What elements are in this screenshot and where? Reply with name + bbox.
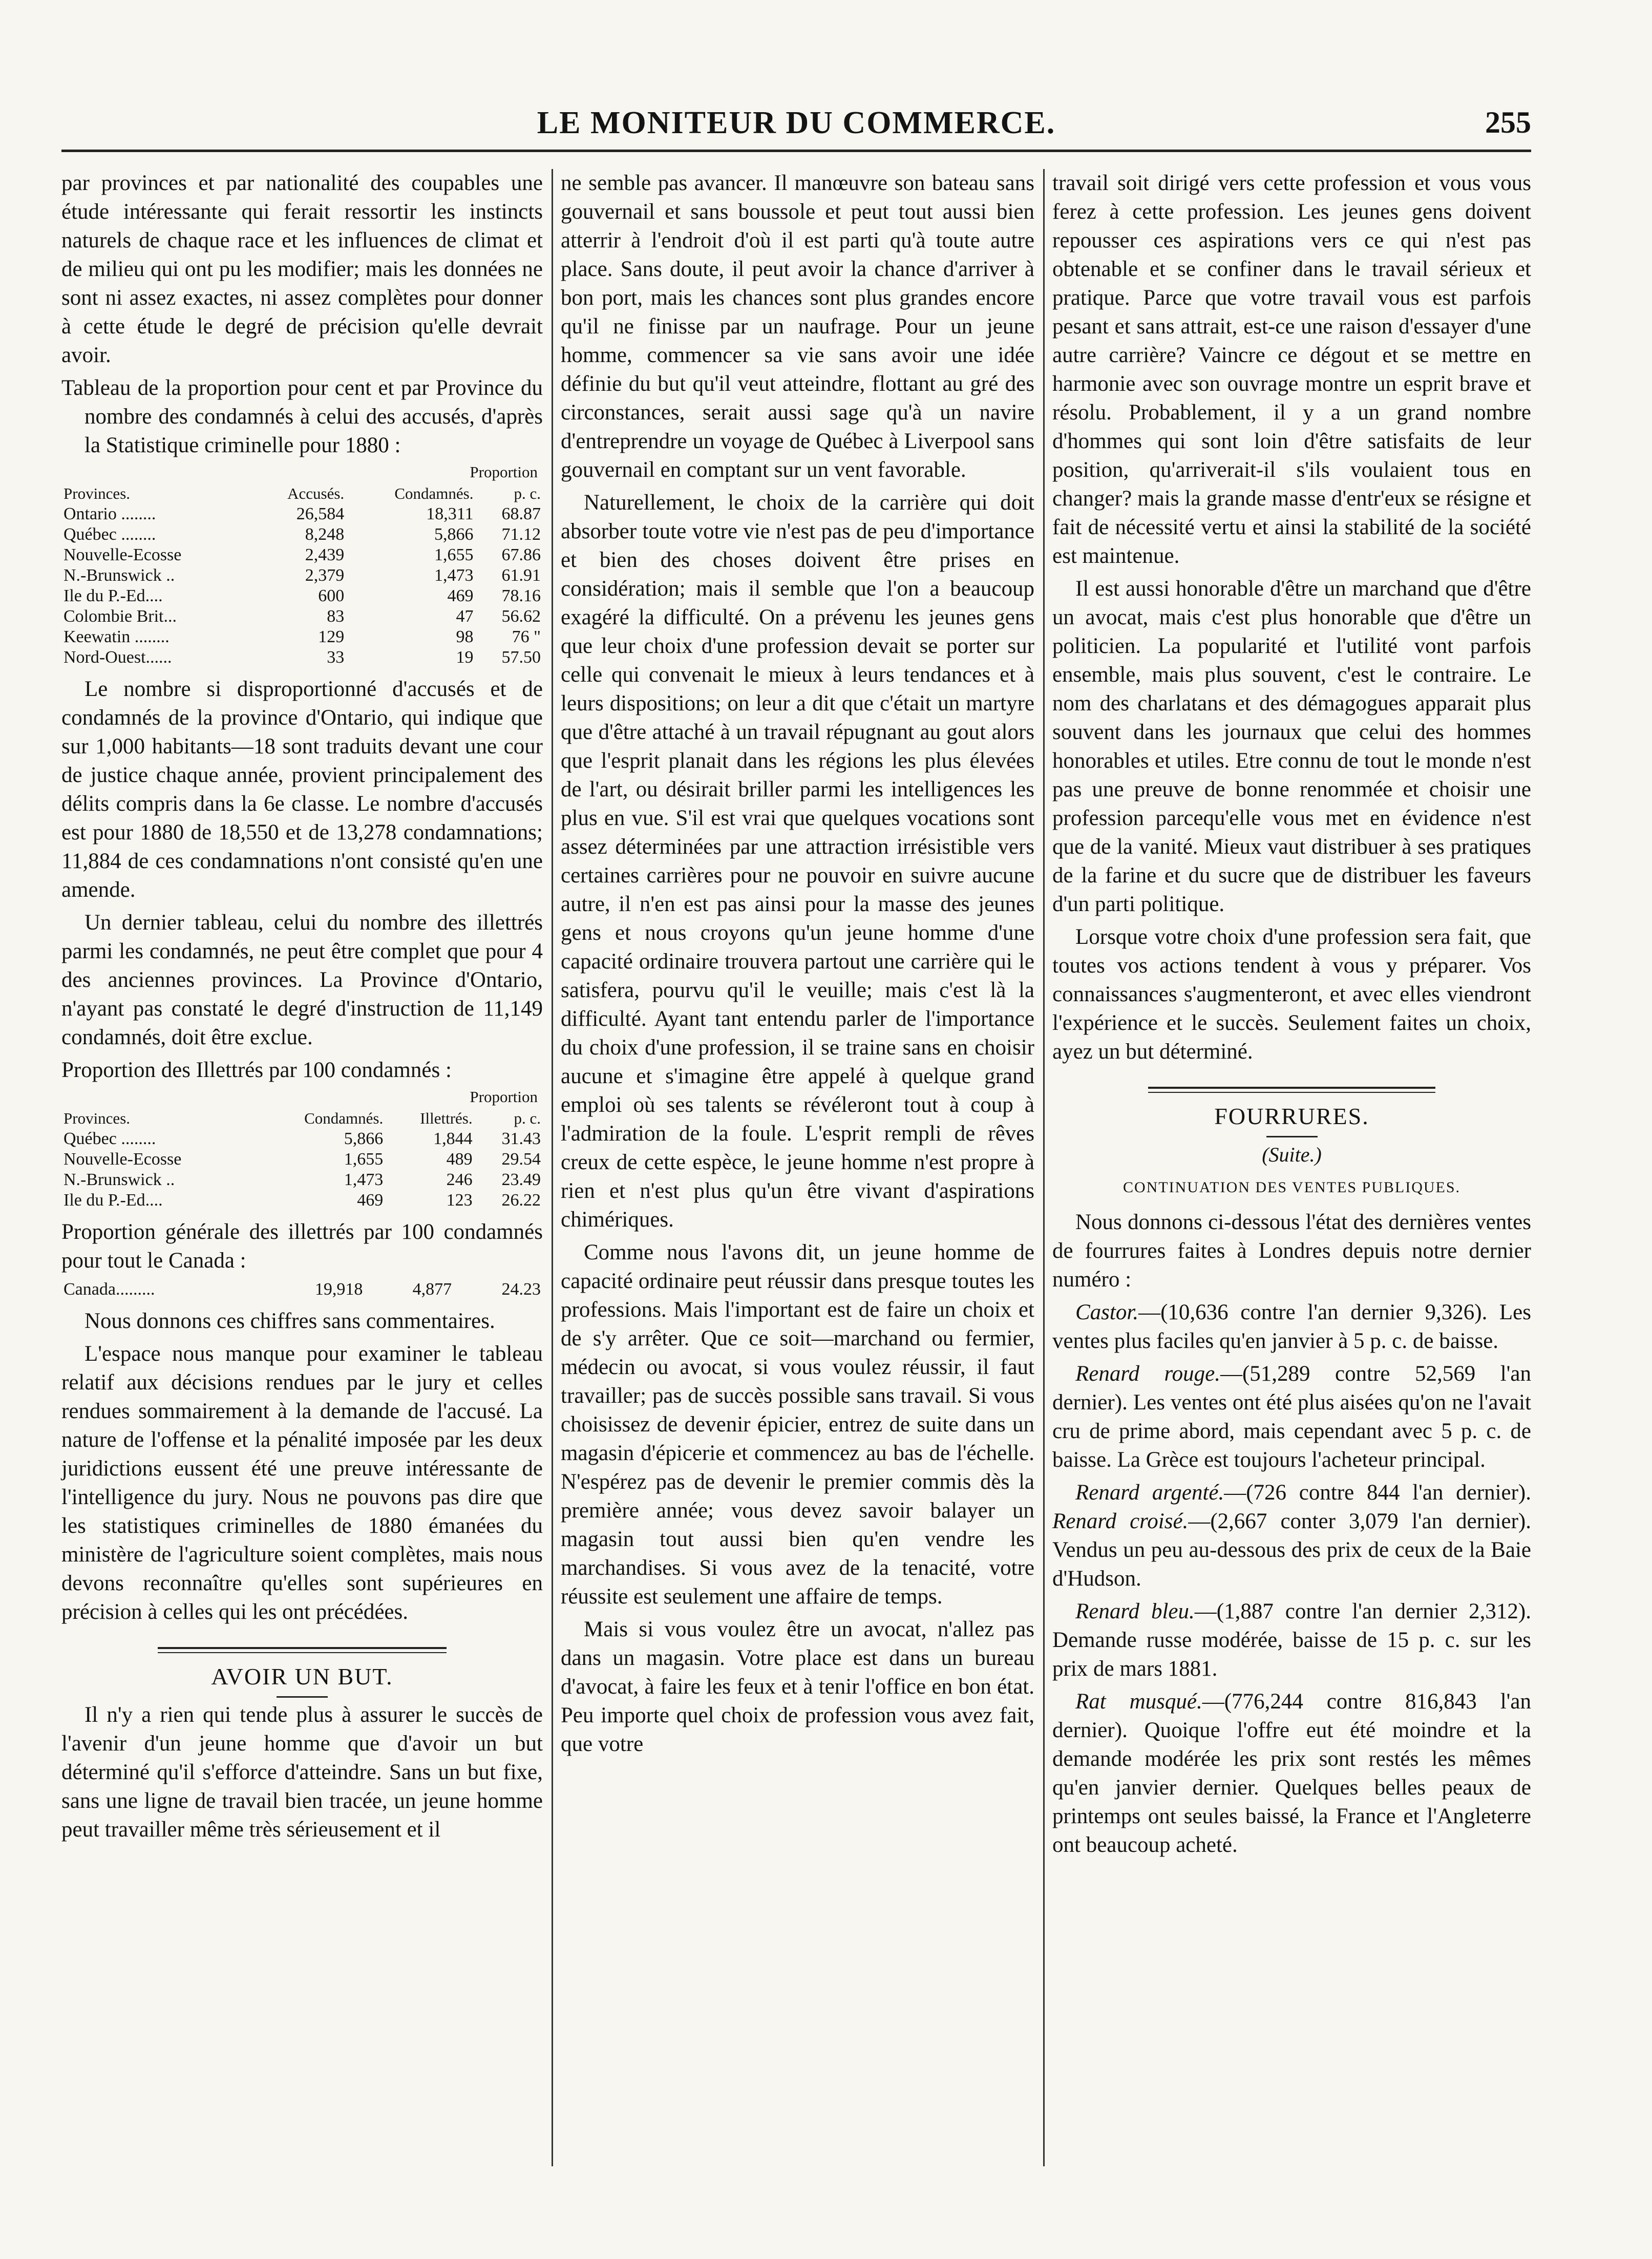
newspaper-title: LE MONITEUR DU COMMERCE. [537, 105, 1056, 140]
column-3 [1052, 169, 1531, 1864]
table-row [61, 545, 543, 565]
cell: 61.91 [501, 566, 541, 585]
section-rule [158, 1647, 447, 1653]
cell: 469 [447, 586, 474, 605]
section-rule [1148, 1087, 1435, 1093]
fur-name: Renard rouge. [1075, 1362, 1220, 1386]
table-row [61, 524, 543, 545]
cell: 83 [327, 607, 345, 626]
fur-text: —(726 contre 844 l'an dernier). [1224, 1481, 1531, 1505]
cell: 18,311 [426, 504, 474, 523]
fur-text: —(776,244 contre 816,843 l'an dernier). Quoique l'offre eut été moindre et la demande modérée les prix sont restés les mêmes qu'en janvier dernier. Quelques belles peaux de printemps ont seules baissé, la France et l'Angleterre ont beaucoup acheté. [1052, 1690, 1531, 1857]
cell: Colombie Brit... [63, 607, 177, 626]
section-caption: CONTINUATION DES VENTES PUBLIQUES. [1122, 1179, 1461, 1196]
short-rule [1266, 1136, 1318, 1137]
cell: 26,584 [296, 504, 345, 523]
canada-total-table [61, 1279, 543, 1300]
table-row [61, 1279, 543, 1300]
paragraph: Nous donnons ces chiffres sans commentaires. [84, 1309, 495, 1333]
cell: 19 [456, 648, 474, 667]
header-rule [61, 150, 1531, 152]
table-row [61, 647, 543, 668]
paragraph: Naturellement, le choix de la carrière qui doit absorber toute votre vie n'est pas de peu d'importance et bien des choses doivent être prises en considération; mais il semble que l'on a beaucoup exagéré la difficulté. On a prévenu les jeunes gens que leur choix d'une profession devait se porter sur celle qui convenait le mieux à leurs tendances et à leurs dispositions; on leur a dit que c'était un martyre que d'être attaché à un travail répugnant au gout alors que l'esprit planait dans les régions les plus élevées de l'art, ou désirait briller parmi les intelligences les plus en vue. S'il est vrai que quelques vocations sont assez déterminées par une attraction irrésistible vers certaines carrières pour ne pouvoir en suivre aucune autre, il n'en est pas ainsi pour la masse des jeunes gens et nous croyons qu'un jeune homme d'une capacité ordinaire trouvera partout une carrière qui le satisfera, pourvu qu'il le veuille; mais c'est là la difficulté. Ayant tant entendu parler de l'importance du choix d'une profession, il se traine sans en choisir aucune et s'imagine être appelé à quelque grand emploi où ses talents se révéleront tout à coup à l'admiration de la foule. L'esprit rempli de rêves creux de cette espèce, le jeune homme n'est propre à rien et n'est plus qu'un être vivant d'aspirations chimériques. [561, 491, 1034, 1232]
cell: Canada......... [63, 1280, 155, 1299]
section-subtitle: (Suite.) [1262, 1143, 1322, 1166]
cell: 5,866 [344, 1129, 384, 1148]
fur-name: Renard croisé. [1052, 1509, 1189, 1533]
table-row [61, 1149, 543, 1170]
paragraph: Comme nous l'avons dit, un jeune homme de capacité ordinaire peut réussir dans presque toutes les professions. Mais l'important est de faire un choix et de s'y arrêter. Que ce soit—marchand ou fermier, médecin ou avocat, si vous voulez réussir, il faut travailler; pas de succès possible sans travail. Si vous choisissez de devenir épicier, entrez de suite dans un magasin d'épicerie et commencez au bas de l'échelle. N'espérez pas de devenir le premier commis dès la première année; vous devez savoir balayer un magasin tout aussi bien qu'en vendre les marchandises. Si vous avez de la tenacité, votre réussite est seulement une affaire de temps. [561, 1240, 1034, 1609]
cell: 246 [446, 1170, 473, 1189]
fur-text: —(2,667 conter 3,079 l'an dernier). Vendus un peu au-dessous des prix de ceux de la Baie d'Hudson. [1052, 1509, 1531, 1591]
table-row [61, 627, 543, 647]
cell: 123 [446, 1191, 473, 1210]
fur-entry-renard-bleu [1052, 1597, 1531, 1683]
fur-entry-renard-rouge [1052, 1360, 1531, 1474]
column-header: Condamnés. [394, 484, 474, 502]
table-row [61, 1129, 543, 1149]
paragraph: Le nombre si disproportionné d'accusés et de condamnés de la province d'Ontario, qui indique que sur 1,000 habitants—18 sont traduits devant une cour de justice chaque année, provient principalement des délits compris dans la 6e classe. Le nombre d'accusés est pour 1880 de 18,550 et de 13,278 condamnations; 11,884 de ces condamnations n'ont consisté qu'en une amende. [61, 677, 543, 902]
cell: 600 [318, 586, 345, 605]
section-title: AVOIR UN BUT. [211, 1663, 393, 1690]
paragraph: Nous donnons ci-dessous l'état des dernières ventes de fourrures faites à Londres depuis notre dernier numéro : [1052, 1210, 1531, 1292]
paragraph: travail soit dirigé vers cette profession et vous vous ferez à cette profession. Les jeunes gens doivent repousser ces aspirations vers ce qui n'est pas obtenable et se confiner dans le travail sérieux et pratique. Parce que votre travail vous est parfois pesant et sans attrait, est-ce une raison d'essayer d'une autre carrière? Vaincre ce dégout et se mettre en harmonie avec son ouvrage montre un esprit brave et résolu. Probablement, il y a un grand nombre d'hommes qui sont loin d'être satisfaits de leur position, qu'arriverait-il s'ils voulaient tous en changer? mais la grande masse d'entr'eux se résigne et fait de nécessité vertu et ainsi la stabilité de la société est maintenue. [1052, 171, 1531, 568]
cell: Québec ........ [63, 1129, 156, 1148]
table-row [61, 606, 543, 627]
column-header: Provinces. [63, 1109, 131, 1127]
paragraph: L'espace nous manque pour examiner le tableau relatif aux décisions rendues par le jury et celles rendues sommairement à la demande de l'accusé. La nature de l'offense et la pénalité imposée par les deux juridictions eussent été une preuve intéressante de l'intelligence du jury. Nous ne pouvons pas dire que les statistiques criminelles de 1880 émanées du ministère de l'agriculture soient complètes, mais nous devons reconnaître qu'elles sont supérieures en précision à celles qui les ont précédées. [61, 1342, 543, 1624]
cell: N.-Brunswick .. [63, 566, 175, 585]
cell: 26.22 [501, 1191, 541, 1210]
column-2 [561, 169, 1034, 1763]
cell: 29.54 [501, 1150, 541, 1169]
cell: N.-Brunswick .. [63, 1170, 175, 1189]
paragraph: Un dernier tableau, celui du nombre des illettrés parmi les condamnés, ne peut être complet que pour 4 des anciennes provinces. La Province d'Ontario, n'ayant pas constaté le degré d'instruction de 11,149 condamnés, doit être exclue. [61, 911, 543, 1049]
fur-entry-renard-argente [1052, 1479, 1531, 1593]
paragraph: Mais si vous voulez être un avocat, n'allez pas dans un magasin. Votre place est dans un bureau d'avocat, à faire les feux et à tenir l'office en bon état. Peu importe quel choix de profession vous avez fait, que votre [561, 1617, 1034, 1756]
cell: 78.16 [501, 586, 541, 605]
table2-intro: Proportion des Illettrés par 100 condamnés : [61, 1058, 452, 1082]
column-header: Provinces. [63, 484, 131, 502]
cell: Ile du P.-Ed.... [63, 1191, 163, 1210]
cell: 68.87 [501, 504, 541, 523]
fur-text: —(1,887 contre l'an dernier 2,312). Demande russe modérée, baisse de 15 p. c. sur les prix de mars 1881. [1052, 1599, 1531, 1681]
fur-entry-castor [1052, 1298, 1531, 1356]
column-divider [1043, 169, 1045, 2166]
cell: 2,379 [305, 566, 345, 585]
cell: 71.12 [501, 525, 541, 544]
cell: Ontario ........ [63, 504, 156, 523]
table-row [61, 1190, 543, 1211]
fur-text: —(10,636 contre l'an dernier 9,326). Les ventes plus faciles qu'en janvier à 5 p. c. de baisse. [1052, 1300, 1531, 1353]
paragraph: par provinces et par nationalité des coupables une étude intéressante qui ferait ressortir les instincts naturels de chaque race et les influences de climat et de milieu qui ont pu les modifier; mais les données ne sont ni assez exactes, ni assez complètes pour donner à cette étude le degré de précision qu'elle devrait avoir. [61, 171, 543, 367]
cell: 57.50 [501, 648, 541, 667]
cell: 1,844 [433, 1129, 473, 1148]
cell: Nouvelle-Ecosse [63, 545, 182, 564]
cell: 98 [456, 627, 474, 646]
cell: 56.62 [501, 607, 541, 626]
paragraph: ne semble pas avancer. Il manœuvre son bateau sans gouvernail et sans boussole et peut tout aussi bien atterrir à l'endroit d'où il est parti qu'à toute autre place. Sans doute, il peut avoir la chance d'arriver à bon port, mais les chances sont plus grandes encore qu'il ne finisse par un naufrage. Pour un jeune homme, commencer sa vie sans avoir une idée définie du but qu'il veut atteindre, flottant au gré des circonstances, serait aussi sage qu'à un navire d'entreprendre un voyage de Québec à Liverpool sans gouvernail en comptant sur un vent favorable. [561, 171, 1034, 482]
cell: 24.23 [501, 1280, 541, 1299]
short-rule [277, 1696, 328, 1698]
cell: 76 " [512, 627, 541, 646]
table1-intro: Tableau de la proportion pour cent et par Province du nombre des condamnés à celui des accusés, d'après la Statistique criminelle pour 1880 : [61, 376, 543, 457]
cell: Québec ........ [63, 525, 156, 544]
column-header: p. c. [514, 1109, 541, 1127]
fur-name: Renard bleu. [1075, 1599, 1195, 1623]
cell: Nouvelle-Ecosse [63, 1150, 182, 1169]
paragraph: Il n'y a rien qui tende plus à assurer le succès de l'avenir d'un jeune homme que d'avoir un but déterminé qu'il s'efforce d'atteindre. Sans un but fixe, sans une ligne de travail bien tracée, un jeune homme peut travailler même très sérieusement et il [61, 1703, 543, 1842]
cell: Keewatin ........ [63, 627, 170, 646]
paragraph: Proportion générale des illettrés par 100 condamnés pour tout le Canada : [61, 1220, 543, 1273]
fur-entry-rat-musque [1052, 1687, 1531, 1860]
column-header: Accusés. [287, 484, 345, 502]
cell: 19,918 [314, 1280, 363, 1299]
column-header: Illettrés. [420, 1109, 473, 1127]
page-number: 255 [1485, 105, 1531, 139]
cell: Nord-Ouest...... [63, 648, 172, 667]
column-header: Condamnés. [304, 1109, 384, 1127]
paragraph: Il est aussi honorable d'être un marchand que d'être un avocat, mais c'est plus honorable que d'être un politicien. La popularité et l'utilité vont parfois ensemble, mais plus souvent, c'est le contraire. Le nom des charlatans et des démagogues apparait plus souvent dans les journaux que celui des hommes honorables et utiles. Etre connu de tout le monde n'est pas une preuve de bonne renommée et choisir une profession parcequ'elle vous met en évidence n'est que de la vanité. Mieux vaut distribuer à ses pratiques de la farine et du sucre que de distribuer les faveurs d'un parti politique. [1052, 577, 1531, 916]
cell: 1,473 [344, 1170, 384, 1189]
cell: 2,439 [305, 545, 345, 564]
fur-text: —(51,289 contre 52,569 l'an dernier). Les ventes ont été plus aisées qu'on ne l'avait cru de prime abord, mais cependant avec 5 p. c. de baisse. La Grèce est toujours l'acheteur principal. [1052, 1362, 1531, 1472]
cell: 469 [357, 1191, 384, 1210]
table-row [61, 565, 543, 586]
cell: 1,655 [344, 1150, 384, 1169]
cell: 8,248 [305, 525, 345, 544]
cell: 1,473 [434, 566, 474, 585]
cell: 1,655 [434, 545, 474, 564]
cell: 31.43 [501, 1129, 541, 1148]
paragraph: Lorsque votre choix d'une profession sera fait, que toutes vos actions tendent à vous y préparer. Vos connaissances s'augmenteront, et avec elles viendront l'expérience et le succès. Seulement faites un choix, ayez un but déterminé. [1052, 925, 1531, 1064]
cell: 67.86 [501, 545, 541, 564]
cell: 5,866 [434, 525, 474, 544]
column-1 [61, 169, 543, 1848]
column-divider [552, 169, 553, 2166]
illiterate-proportion-table [61, 1108, 543, 1211]
cell: 23.49 [501, 1170, 541, 1189]
condemned-proportion-table [61, 483, 543, 668]
column-header: p. c. [514, 484, 541, 502]
fur-name: Renard argenté. [1075, 1481, 1224, 1505]
table-row [61, 586, 543, 606]
cell: 47 [456, 607, 474, 626]
table1-proportion-label: Proportion [470, 463, 538, 481]
page-header [61, 105, 1531, 151]
cell: 489 [446, 1150, 473, 1169]
section-title: FOURRURES. [1214, 1103, 1369, 1129]
cell: 129 [318, 627, 345, 646]
cell: Ile du P.-Ed.... [63, 586, 163, 605]
cell: 33 [327, 648, 345, 667]
fur-name: Castor. [1075, 1300, 1139, 1324]
table2-proportion-label: Proportion [470, 1088, 538, 1106]
table-row [61, 1170, 543, 1190]
table-row [61, 504, 543, 524]
cell: 4,877 [412, 1280, 452, 1299]
fur-name: Rat musqué. [1075, 1690, 1202, 1714]
